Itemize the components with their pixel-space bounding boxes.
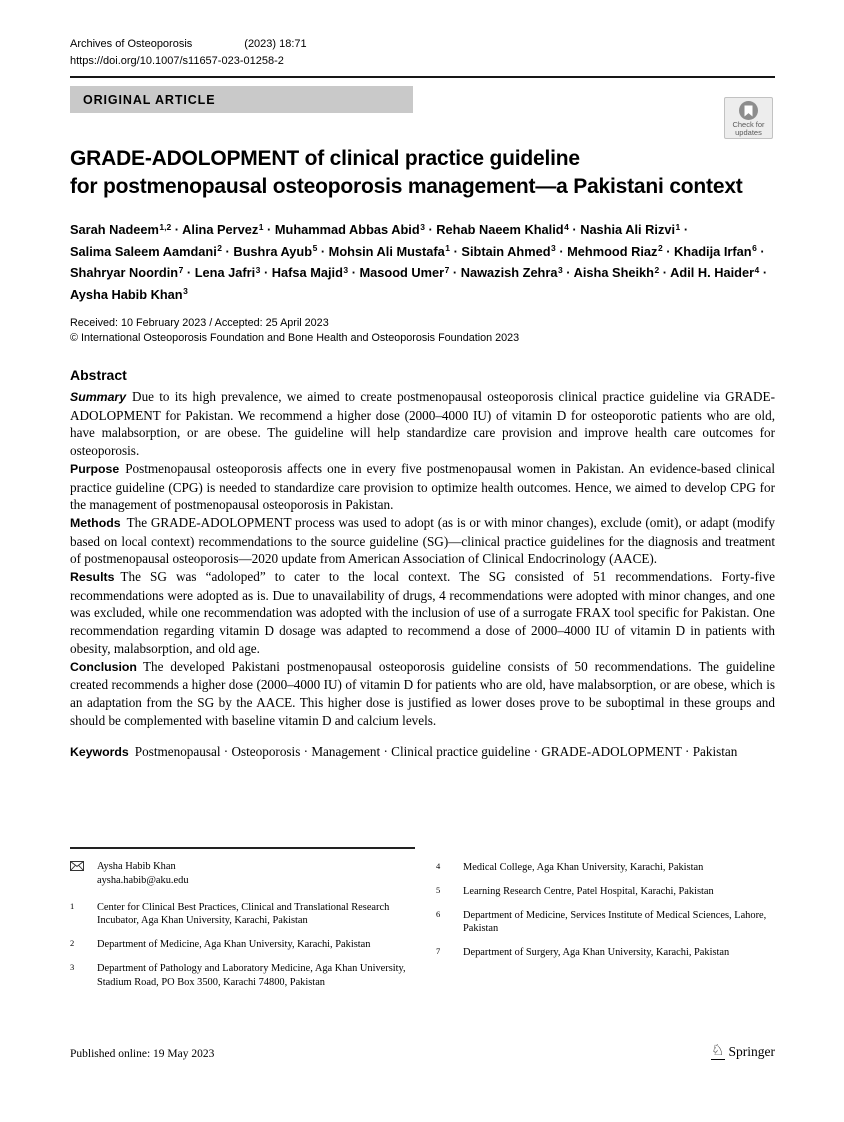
abstract-section-label: Conclusion	[70, 659, 137, 674]
author-affiliation-sup: 4	[564, 221, 569, 232]
abstract-heading: Abstract	[70, 367, 127, 383]
abstract-paragraph: Results The SG was “adoloped” to cater to the local context. The SG consisted of 51 recommendations. Forty-five recommendations were adopted as is. Due to unavailability of drugs, 4 recommendations were adopted with minor changes, and one was excluded, while one recommendation was adopted with the inclusion of use of a surrogate FRAX tool specific for Pakistan. One recommendation regarding vitamin D dosage was adapted to recommend a dose of 2000–4000 IU of vitamin D in patients with obesity, malabsorption, and old age.	[70, 569, 775, 656]
affiliation-text: Department of Medicine, Services Institute of Medical Sciences, Lahore, Pakistan	[463, 909, 767, 935]
author-affiliation-sup: 4	[754, 264, 760, 275]
keywords	[70, 743, 775, 762]
author-name: Mehmood Riaz	[567, 243, 658, 259]
springer-logo	[711, 1044, 775, 1060]
author-name: Khadija Irfan	[674, 243, 752, 259]
author-name: Mohsin Ali Mustafa	[328, 243, 445, 259]
abstract-section-label: Purpose	[70, 461, 120, 476]
affiliation-item	[436, 861, 776, 875]
affiliation-number: 2	[70, 938, 75, 949]
affiliation-number: 3	[70, 961, 75, 972]
bookmark-icon	[739, 101, 758, 120]
author-name: Hafsa Majid	[271, 265, 343, 280]
title-line-2: for postmenopausal osteoporosis management—a Pakistani context	[70, 174, 743, 198]
affiliation-text: Department of Medicine, Aga Khan University, Karachi, Pakistan	[97, 939, 371, 951]
abstract-paragraph: Purpose Postmenopausal osteoporosis affects one in every five postmenopausal women in Pakistan. An evidence-based clinical practice guideline (CPG) is needed to standardize care provision to optimize health outcomes. Hence, we aimed to develop CPG for the management of postmenopausal osteoporosis in Pakistan.	[70, 460, 775, 513]
author-name: Adil H. Haider	[670, 265, 755, 280]
springer-knight-icon: ♘	[711, 1043, 725, 1059]
dates-block	[70, 316, 519, 346]
author-name: Bushra Ayub	[233, 243, 313, 259]
author-affiliation-sup: 1	[258, 221, 264, 232]
author-affiliation-sup: 2	[654, 264, 660, 275]
article-type-banner: ORIGINAL ARTICLE	[70, 86, 413, 113]
affiliation-item	[70, 962, 415, 990]
header-rule	[70, 76, 775, 78]
affiliation-item	[436, 909, 776, 937]
author-name: Rehab Naeem Khalid	[436, 222, 564, 237]
author-name: Aysha Habib Khan	[70, 286, 183, 302]
page-header	[70, 36, 775, 69]
affiliation-item	[436, 885, 776, 899]
citation: (2023) 18:71	[244, 38, 307, 50]
footnotes-right-column	[436, 861, 776, 970]
footnotes-left-column	[70, 847, 415, 1000]
affiliation-number: 6	[436, 908, 441, 919]
author-affiliation-sup: 3	[557, 264, 563, 275]
affiliation-number: 4	[436, 861, 441, 871]
author-affiliation-sup: 2	[217, 243, 222, 253]
abstract-paragraph: Summary Due to its high prevalence, we aimed to create postmenopausal osteoporosis clinical practice guideline via GRADE-ADOLOPMENT for Pakistan. We recommend a higher dose (2000–4000 IU) of vitamin D for osteoporotic patients who are old, have malabsorption, or are obese. The guideline will help standardize care provision and improve health care outcomes for osteoporosis.	[70, 389, 775, 459]
author-name: Salima Saleem Aamdani	[70, 243, 217, 259]
affiliation-text: Department of Pathology and Laboratory Medicine, Aga Khan University, Stadium Road, PO Box 3500, Karachi 74800, Pakistan	[97, 962, 406, 988]
affiliation-number: 1	[70, 900, 75, 911]
title-line-1: GRADE-ADOLOPMENT of clinical practice guideline	[70, 147, 580, 170]
author-name: Nawazish Zehra	[460, 265, 558, 280]
author-affiliation-sup: 3	[255, 264, 261, 275]
author-name: Masood Umer	[359, 265, 445, 280]
affiliation-item	[436, 946, 776, 960]
abstract-section-label: Results	[70, 570, 115, 585]
author-affiliation-sup: 3	[551, 243, 556, 253]
article-title	[70, 145, 789, 200]
received-accepted: Received: 10 February 2023 / Accepted: 25 April 2023	[70, 317, 329, 329]
abstract-paragraph: Conclusion The developed Pakistani postmenopausal osteoporosis guideline consists of 50 recommendations. The guideline created recommends a higher dose (2000–4000 IU) of vitamin D for patients who are old, have malabsorption, or are obese, which is an adaptation from the SG by the AACE. This higher dose is justified as lower doses prove to be suboptimal in these groups and should be complemented with baseline vitamin D and calcium levels.	[70, 658, 775, 728]
author-affiliation-sup: 7	[444, 264, 450, 275]
author-name: Shahryar Noordin	[70, 265, 179, 280]
author-name: Nashia Ali Rizvi	[580, 222, 676, 237]
affiliations-left	[70, 901, 415, 990]
author-list: Sarah Nadeem$^{1,2}$ · Alina Pervez$^1$ · Muhammad Abbas Abid$^3$ · Rehab Naeem Khalid$^4$ · Nashia Ali Rizvi$^1$ · Salima Saleem Aamdani$^2$ · Bushra Ayub$^5$ · Mohsin Ali Mustafa$^1$ · Sibtain Ahmed$^3$ · Mehmood Riaz$^2$ · Khadija Irfan$^6$ · Shahryar Noordin$^7$ · Lena Jafri$^3$ · Hafsa Majid$^3$ · Masood Umer$^7$ · Nawazish Zehra$^3$ · Aisha Sheikh$^2$ · Adil H. Haider$^4$ · Aysha Habib Khan$^3$	[70, 221, 768, 302]
footnote-rule	[70, 847, 415, 849]
affiliation-text: Medical College, Aga Khan University, Karachi, Pakistan	[463, 862, 704, 873]
correspondence	[70, 860, 415, 888]
author-affiliation-sup: 1,2	[159, 221, 172, 232]
author-affiliation-sup: 1	[445, 243, 451, 253]
abstract-body	[70, 388, 775, 729]
author-affiliation-sup: 1	[675, 221, 681, 232]
affiliation-text: Department of Surgery, Aga Khan University, Karachi, Pakistan	[463, 947, 730, 959]
author-affiliation-sup: 3	[343, 264, 349, 275]
email-icon	[70, 860, 97, 888]
abstract-paragraph: Methods The GRADE-ADOLOPMENT process was used to adopt (as is or with minor changes), exclude (omit), or adapt (modify based on local context) recommendations to the source guideline (SG)—clinical practice guidelines for the diagnosis and treatment of postmenopausal osteoporosis—2020 update from American Association of Clinical Endocrinology (AACE).	[70, 514, 775, 567]
corresponding-author-name: Aysha Habib Khan	[97, 861, 176, 872]
keywords-text: Postmenopausal · Osteoporosis · Management · Clinical practice guideline · GRADE-ADOLOPMENT · Pakistan	[134, 744, 738, 760]
abstract	[70, 367, 775, 762]
keywords-label: Keywords	[70, 745, 129, 760]
affiliation-item	[70, 901, 415, 929]
affiliation-text: Center for Clinical Best Practices, Clinical and Translational Research Incubator, Aga Khan University, Karachi, Pakistan	[97, 901, 390, 927]
abstract-section-label: Methods	[70, 515, 121, 530]
author-name: Sarah Nadeem	[70, 222, 159, 237]
journal-name: Archives of Osteoporosis	[70, 38, 193, 50]
page-footer	[70, 1044, 775, 1060]
affiliation-text: Learning Research Centre, Patel Hospital, Karachi, Pakistan	[463, 885, 714, 897]
springer-wordmark: Springer	[728, 1044, 775, 1059]
author-name: Lena Jafri	[194, 265, 256, 280]
affiliation-number: 5	[436, 884, 441, 895]
copyright: © International Osteoporosis Foundation and Bone Health and Osteoporosis Foundation 2023	[70, 332, 520, 344]
author-affiliation-sup: 2	[657, 243, 663, 253]
author-affiliation-sup: 3	[183, 286, 188, 296]
author-name: Alina Pervez	[182, 222, 259, 237]
corresponding-author-email: aysha.habib@aku.edu	[97, 874, 189, 886]
author-name: Muhammad Abbas Abid	[274, 222, 420, 237]
affiliations-right	[436, 861, 776, 960]
author-affiliation-sup: 3	[420, 221, 425, 232]
check-updates-badge[interactable]	[724, 97, 773, 139]
author-name: Sibtain Ahmed	[461, 243, 551, 259]
author-name: Aisha Sheikh	[573, 265, 654, 280]
affiliation-item	[70, 938, 415, 952]
check-updates-label: Check for updates	[732, 120, 765, 137]
published-online: Published online: 19 May 2023	[70, 1048, 215, 1060]
author-affiliation-sup: 6	[752, 243, 757, 253]
doi: https://doi.org/10.1007/s11657-023-01258-2	[70, 54, 284, 67]
author-affiliation-sup: 7	[178, 264, 184, 275]
affiliation-number: 7	[436, 946, 441, 957]
abstract-section-label: Summary	[70, 390, 127, 404]
author-affiliation-sup: 5	[312, 243, 318, 253]
